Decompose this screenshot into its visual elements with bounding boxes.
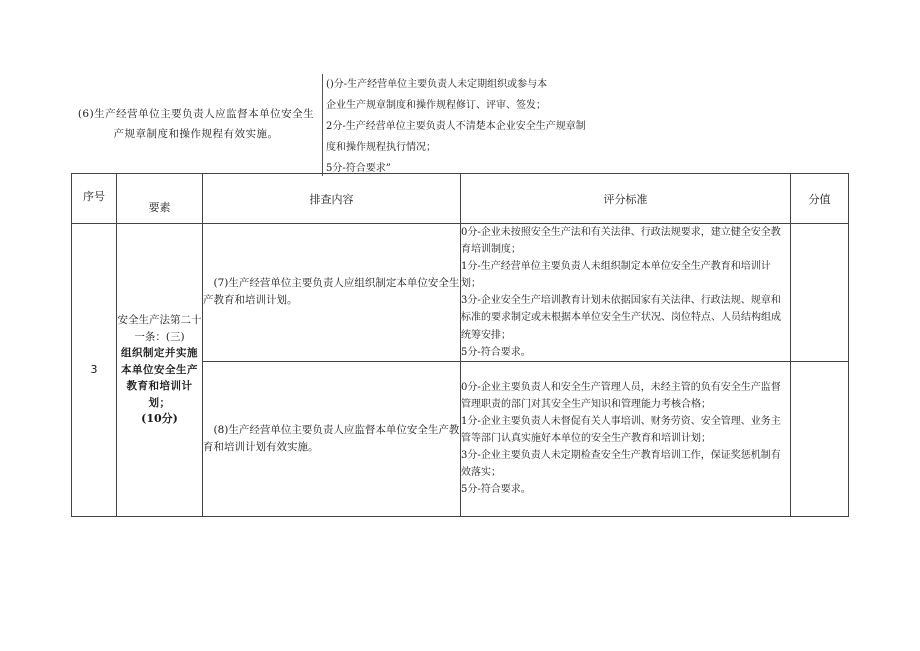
header-score: 分值 (791, 174, 849, 224)
criteria-item: 0分-企业主要负责人和安全生产管理人员，未经主管的负有安全生产监督管理职责的部门对其安全生产知识和管理能力考核合格； (461, 381, 781, 411)
criteria-item: 3分-企业安全生产培训教育计划未依据国家有关法律、行政法规、规章和标准的要求制定或未根据本单位安全生产状况、岗位特点、人员结构组成统筹安排； (461, 295, 781, 341)
element-law: 安全生产法第二十一条：(三) (117, 314, 202, 343)
prev-criteria-line: 度和操作规程执行情况； (326, 142, 436, 153)
check-content-cell: (7)生产经营单位主要负责人应组织制定本单位安全生产教育和培训计划。 (203, 224, 461, 362)
prev-criteria (326, 74, 656, 173)
score-cell (791, 361, 849, 516)
element-title: 组织制定并实施本单位安全生产教育和培训计划； (121, 347, 198, 409)
criteria-item: 0分-企业未按照安全生产法和有关法律、行政法规要求，建立健全安全教育培训制度； (461, 227, 781, 256)
element-score: (10分) (141, 412, 178, 426)
header-check-content: 排查内容 (203, 174, 461, 224)
prev-check-content: (6)生产经营单位主要负责人应监督本单位安全生产规章制度和操作规程有效实施。 (77, 108, 315, 140)
criteria-cell (461, 224, 791, 362)
score-cell (791, 224, 849, 362)
criteria-item: 1分-生产经营单位主要负责人未组织制定本单位安全生产教育和培训计划； (461, 261, 771, 290)
seq-cell: 3 (72, 224, 117, 517)
inspection-table (71, 173, 849, 517)
header-element: 要素 (117, 174, 203, 224)
criteria-cell (461, 361, 791, 516)
prev-criteria-line: ()分-生产经营单位主要负责人未定期组织或参与本 (326, 79, 548, 90)
header-row (72, 174, 849, 224)
criteria-item: 5分-符合要求。 (461, 484, 531, 496)
criteria-item: 5分-符合要求。 (461, 346, 531, 358)
criteria-item: 3分-企业主要负责人未定期检查安全生产教育培训工作，保证奖惩机制有效落实； (461, 450, 781, 479)
prev-criteria-line: 2分-生产经营单位主要负责人不清楚本企业安全生产规章制 (326, 121, 586, 132)
criteria-item: 1分-企业主要负责人未督促有关人事培训、财务劳资、安全管理、业务主管等部门认真实施好本单位的安全生产教育和培训计划； (461, 416, 781, 445)
table-row (72, 224, 849, 362)
header-criteria: 评分标准 (461, 174, 791, 224)
prev-row-divider (322, 74, 323, 176)
prev-criteria-line: 企业生产规章制度和操作规程修订、评审、签发； (326, 100, 546, 111)
element-cell (117, 224, 203, 517)
check-content-cell: (8)生产经营单位主要负责人应监督本单位安全生产教育和培训计划有效实施。 (203, 361, 461, 516)
header-seq: 序号 (72, 174, 117, 224)
prev-criteria-line: 5分-符合要求” (326, 163, 391, 173)
